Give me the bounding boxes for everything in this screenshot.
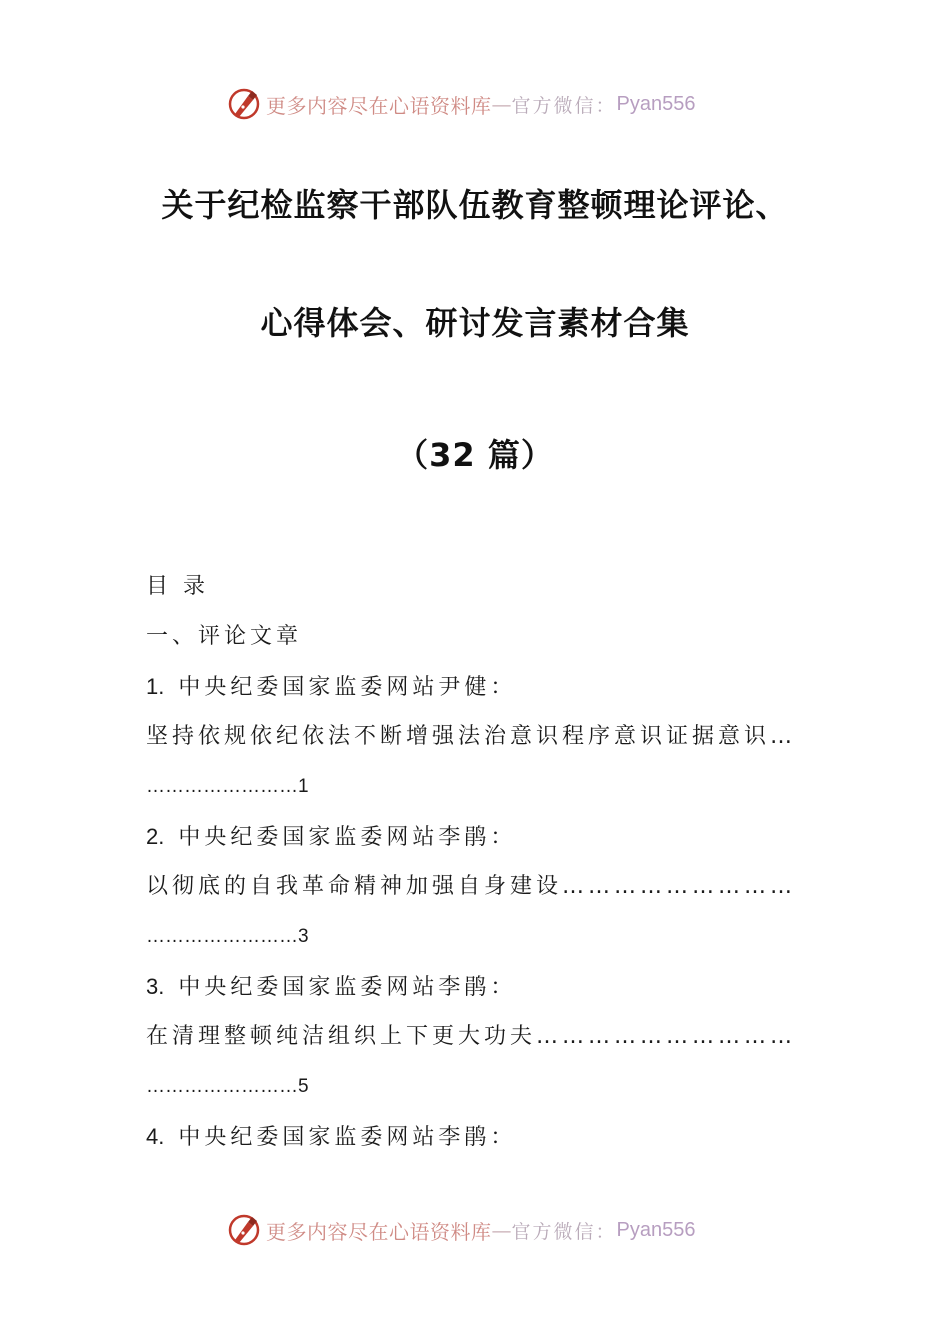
toc-entry-title[interactable]: 在清理整顿纯洁组织上下更大功夫………………………… xyxy=(146,1024,797,1049)
toc-entry-source xyxy=(146,966,816,1016)
toc-heading: 目 录 xyxy=(146,574,209,599)
toc-entry-source xyxy=(146,816,816,866)
watermark-wechat-id: Pyan556 xyxy=(616,1218,696,1241)
document-count: （32 篇） xyxy=(396,436,554,474)
toc-entry-number: 4. xyxy=(146,1124,165,1149)
watermark-contact-label: 官方微信： xyxy=(511,1220,617,1243)
pen-nib-circle-icon xyxy=(226,1212,262,1248)
watermark-footer xyxy=(226,1210,695,1250)
watermark-dash: — xyxy=(491,92,512,116)
toc-entry-source-text: 中央纪委国家监委网站尹健： xyxy=(178,675,517,700)
toc-entry-source-text: 中央纪委国家监委网站李鹃： xyxy=(178,975,517,1000)
watermark-text: 更多内容尽在心语资料库 xyxy=(266,1219,492,1244)
toc-entry-page: ……………………1 xyxy=(146,776,309,797)
toc-entry-source-text: 中央纪委国家监委网站李鹃： xyxy=(178,825,517,850)
toc-entry-source-text: 中央纪委国家监委网站李鹃： xyxy=(178,1125,517,1150)
watermark-wechat-id: Pyan556 xyxy=(616,92,696,115)
toc-entry-title[interactable]: 坚持依规依纪依法不断增强法治意识程序意识证据意识… xyxy=(146,724,797,749)
toc-entry-page: ……………………3 xyxy=(146,926,309,947)
watermark-text: 更多内容尽在心语资料库 xyxy=(266,93,492,118)
watermark-header xyxy=(226,84,695,124)
watermark-contact-label: 官方微信： xyxy=(511,94,617,117)
toc-entry-number: 1. xyxy=(146,674,165,699)
toc-entry-title[interactable]: 以彻底的自我革命精神加强自身建设……………………… xyxy=(146,874,797,899)
toc-entry-source xyxy=(146,666,816,716)
table-of-contents xyxy=(146,566,816,1166)
toc-section-heading: 一、评论文章 xyxy=(146,624,303,649)
toc-entry-source xyxy=(146,1116,816,1166)
toc-entry-page: ……………………5 xyxy=(146,1076,309,1097)
document-title-line-1: 关于纪检监察干部队伍教育整顿理论评论、 xyxy=(161,186,789,224)
toc-entry-number: 3. xyxy=(146,974,165,999)
toc-entry-number: 2. xyxy=(146,824,165,849)
watermark-dash: — xyxy=(491,1218,512,1242)
document-title-line-2: 心得体会、研讨发言素材合集 xyxy=(260,304,690,342)
pen-nib-circle-icon xyxy=(226,86,262,122)
